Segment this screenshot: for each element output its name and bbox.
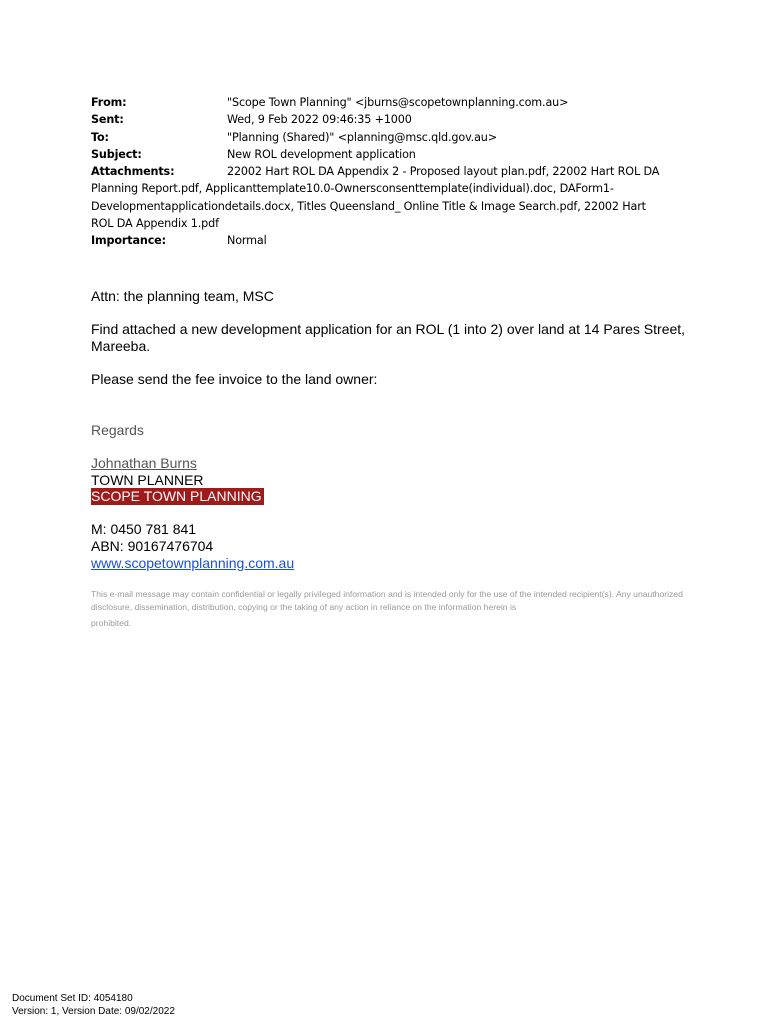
email-header: [91, 94, 681, 250]
importance-label: Importance:: [91, 234, 166, 248]
document-set-id: Document Set ID: 4054180: [12, 993, 133, 1004]
from-label: From:: [91, 96, 127, 109]
disclaimer-last-word: prohibited.: [91, 618, 132, 628]
to-label: To:: [91, 130, 109, 144]
body-paragraph-1: Find attached a new development application for an ROL (1 into 2) over land at 14 Pares Street, Mareeba.: [91, 321, 686, 354]
sent-label: Sent:: [91, 113, 124, 127]
email-body: [91, 288, 691, 404]
contact-block: [91, 521, 294, 571]
attachments-row: [91, 163, 681, 232]
abn-number: ABN: 90167476704: [91, 537, 214, 554]
from-value: "Scope Town Planning" <jburns@scopetownplanning.com.au>: [227, 96, 569, 109]
subject-label: Subject:: [91, 147, 142, 161]
signature-block: [91, 455, 264, 505]
attachments-value: 22002 Hart ROL DA Appendix 2 - Proposed layout plan.pdf, 22002 Hart ROL DA Planning Report.pdf, Applicanttemplate10.0-Ownersconsenttemplate(individual).doc, DAForm1-Developmentapplicationdetails.docx, Titles Queensland_ Online Title & Image Search.pdf, 22002 Hart ROL DA Appendix 1.pdf: [91, 165, 660, 231]
attachments-label: Attachments:: [91, 165, 175, 179]
to-row: [91, 129, 681, 146]
regards-text: Regards: [91, 422, 144, 438]
to-value: "Planning (Shared)" <planning@msc.qld.gov.au>: [227, 130, 497, 144]
body-paragraph-2: Please send the fee invoice to the land owner:: [91, 371, 378, 387]
sent-value: Wed, 9 Feb 2022 09:46:35 +1000: [227, 113, 412, 127]
signature-company: SCOPE TOWN PLANNING: [91, 488, 262, 504]
website-link[interactable]: www.scopetownplanning.com.au: [91, 554, 295, 571]
signature-name: Johnathan Burns: [91, 455, 197, 471]
document-footer: [12, 993, 175, 1018]
disclaimer-text: This e-mail message may contain confidential or legally privileged information and is intended only for the use of the intended recipient(s). Any unauthorized disclosure, dissemination, distribution, copying or the taking of any action in reliance on the information herein is: [91, 589, 683, 612]
subject-value: New ROL development application: [227, 147, 416, 161]
disclaimer: [91, 588, 691, 630]
importance-row: [91, 232, 681, 249]
from-row: [91, 94, 681, 111]
subject-row: [91, 146, 681, 163]
version-info: Version: 1, Version Date: 09/02/2022: [12, 1005, 175, 1017]
mobile-number: M: 0450 781 841: [91, 521, 197, 537]
signature-title: TOWN PLANNER: [91, 471, 204, 488]
sent-row: [91, 111, 681, 128]
importance-value: Normal: [227, 234, 267, 248]
attn-line: Attn: the planning team, MSC: [91, 288, 274, 304]
